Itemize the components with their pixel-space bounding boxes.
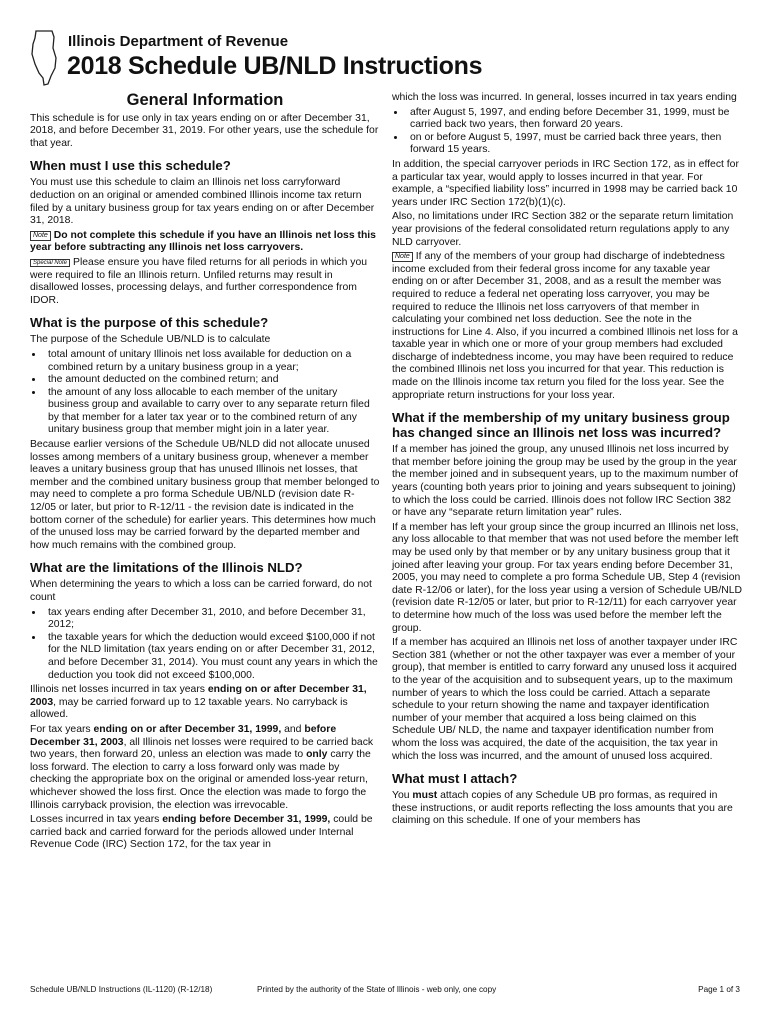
right-column bbox=[392, 92, 742, 830]
membership-heading: What if the membership of my unitary business group has changed since an Illinois net loss was incurred? bbox=[392, 410, 730, 441]
purpose-heading: What is the purpose of this schedule? bbox=[30, 315, 269, 331]
list-item: • on or before August 5, 1997, must be carried back three years, then forward 15 years. bbox=[406, 132, 742, 157]
purpose-list bbox=[30, 349, 380, 437]
limitations-intro: When determining the years to which a loss can be carried forward, do not count bbox=[30, 579, 372, 603]
when-to-use-paragraph: You must use this schedule to claim an Illinois net loss carryforward deduction on an original or amended combined Illinois income tax return filed by a unitary business group for tax years ending on or after December 31, 2018. bbox=[30, 177, 375, 227]
discharge-note-text: If any of the members of your group had discharge of indebtedness income excluded from their federal gross income for any taxable year ending on or after December 31, 2008, and as a result the member was required to reduce a federal net operating loss carryover, you may be required to reduce the Illinois net loss carryovers of that member in calculating your combined net loss deduction. See the note in the instructions for Line 4. Also, if you incurred a combined Illinois net loss for a taxable year in which one or more of your group members had excluded discharge of indebtedness income, you may have been required to reduce the combined Illinois net loss you incurred for that year. This reduction is made on the Illinois income tax return you filed for the loss year. See the appropriate return instructions for your loss year. bbox=[392, 251, 738, 401]
attach-paragraph: You must attach copies of any Schedule UB pro formas, as required in these instructions, or audit reports reflecting the loss amounts that you are claiming on this schedule. If one of your members has bbox=[392, 790, 733, 827]
when-to-use-heading: When must I use this schedule? bbox=[30, 158, 231, 174]
carryback-1999-paragraph: For tax years ending on or after December 31, 1999, and before December 31, 2003, all Illinois net losses were required to be carried back two years, then forward 20, unless an election was made to only carry the loss forward. The election to carry a loss forward only was made by checking the appropriate box on the original or amended loss-year return, whichever showed the loss first. Once the election was made to forgo the Illinois carryback provision, the election was irrevocable. bbox=[30, 723, 374, 811]
member-joined-paragraph: If a member has joined the group, any unused Illinois net loss incurred by that member before joining the group may be used by the group in the year the member joined and in subsequent years, up to the maximum number of years (counting both years prior to joining and years subsequent to joining) to which the loss could be carried. Illinois does not follow IRC Section 382 or have any “separate return limitation year” rules. bbox=[392, 444, 738, 519]
special-note-tag: Special Note bbox=[30, 259, 70, 268]
page-number: Page 1 of 3 bbox=[698, 985, 740, 994]
note-text: Do not complete this schedule if you have an Illinois net loss this year before subtracting any Illinois net loss carryovers. bbox=[30, 229, 376, 254]
note-tag: Note bbox=[392, 252, 413, 262]
agency-name: Illinois Department of Revenue bbox=[68, 33, 289, 50]
continued-paragraph: which the loss was incurred. In general, losses incurred in tax years ending bbox=[392, 92, 737, 103]
special-carryover-paragraph: In addition, the special carryover periods in IRC Section 172, as in effect for a particular tax year, would apply to losses incurred in that year. For example, a “specified liability loss” incurred in 1998 may be carried back 10 years under IRC Section 172(b)(1)(c). bbox=[392, 158, 739, 208]
form-identifier: Schedule UB/NLD Instructions (IL-1120) (R-12/18) bbox=[30, 985, 213, 994]
left-column bbox=[30, 92, 380, 854]
intro-paragraph: This schedule is for use only in tax years ending on or after December 31, 2018, and before December 31, 2019. For other years, use the schedule for that year. bbox=[30, 112, 379, 149]
attach-heading: What must I attach? bbox=[392, 771, 518, 787]
list-item: • the amount of any loss allocable to each member of the unitary business group and available to carry over to any separate return filed by that member for a later tax year or to the combined return of any unitary business group that member might join in a later year. bbox=[44, 387, 380, 437]
list-item: • the taxable years for which the deduction would exceed $100,000 if not for the NLD limitation (tax years ending on or after December 31, 2012, and before December 31, 2014). You must count any years in which the deduction you took did not exceed $100,000. bbox=[44, 632, 380, 682]
pro-forma-paragraph: Because earlier versions of the Schedule UB/NLD did not allocate unused losses among members of a unitary business group, whenever a member leaves a unitary business group that has unused Illinois net losses, that member and the combined unitary business group that member belonged to may need to complete a pro forma Schedule UB/NLD (revision date R-12/05 or later, but prior to R-12/11 - the revision date is indicated in the bottom corner of the schedule) for earlier years. This determines how much of the unused loss may be carried forward by the departed member and how much remains with the combined group. bbox=[30, 439, 380, 551]
list-item: • total amount of unitary Illinois net loss available for deduction on a combined return by a unitary business group in a year; bbox=[44, 349, 380, 374]
special-note-paragraph bbox=[30, 257, 380, 307]
member-acquired-paragraph: If a member has acquired an Illinois net loss of another taxpayer under IRC Section 381 (whether or not the other taxpayer was ever a member of your group), that member is entitled to carry forward any unused loss it acquired to the year of the acquisition and to subsequent years, up to the maximum number of years to which the loss could be carried. Attach a separate schedule to your return showing the name and taxpayer identification number of your member that acquired a loss being claimed on this Schedule UB/ NLD, the name and taxpayer identification number from whom the loss was acquired, the date of the acquisition, the tax year in which the loss was incurred, and the amount of unused loss acquired. bbox=[392, 637, 738, 762]
general-information-heading: General Information bbox=[126, 91, 284, 109]
list-item: • the amount deducted on the combined return; and bbox=[44, 374, 380, 387]
print-authority: Printed by the authority of the State of Illinois - web only, one copy bbox=[257, 985, 497, 994]
note-tag: Note bbox=[30, 231, 51, 241]
limitations-heading: What are the limitations of the Illinois NLD? bbox=[30, 560, 303, 576]
illinois-state-outline-icon bbox=[30, 28, 60, 88]
pre-1999-paragraph: Losses incurred in tax years ending before December 31, 1999, could be carried back and carried forward for the periods allowed under Internal Revenue Code (IRC) Section 172, for the tax year in bbox=[30, 814, 373, 851]
list-item: • after August 5, 1997, and ending before December 31, 1999, must be carried back two years, then forward 20 years. bbox=[406, 107, 742, 132]
member-left-paragraph: If a member has left your group since the group incurred an Illinois net loss, any loss allocable to that member that was not used before the member left may be used only by that member or by any unitary business group that it joined after leaving your group. For tax years ending before December 31, 2005, you may need to complete a pro forma Schedule UB, Step 4 (revision date R-12/06 or later), for the loss year using a version of Schedule UB/NLD (revision date R-12/05 or later, but prior to R-12/11) for each carryover year to determine how much of the loss was used before the member left the group. bbox=[392, 521, 742, 634]
list-item: • tax years ending after December 31, 2010, and before December 31, 2012; bbox=[44, 607, 380, 632]
section-382-paragraph: Also, no limitations under IRC Section 382 or the separate return limitation year provisions of the federal consolidated return regulations apply to any NLD carryover. bbox=[392, 211, 734, 248]
carry-periods-list bbox=[392, 107, 742, 157]
special-note-text: Please ensure you have filed returns for all periods in which you were required to file an Illinois return. Unfiled returns may result in disallowed losses, processing delays, and further correspondence from IDOR. bbox=[30, 256, 368, 306]
limitations-list bbox=[30, 607, 380, 683]
note-paragraph bbox=[30, 230, 380, 255]
discharge-note-paragraph bbox=[392, 251, 742, 402]
purpose-intro: The purpose of the Schedule UB/NLD is to calculate bbox=[30, 334, 271, 346]
carryforward-2003-paragraph: Illinois net losses incurred in tax years ending on or after December 31, 2003, may be carried forward up to 12 taxable years. No carryback is allowed. bbox=[30, 684, 367, 721]
page-title: 2018 Schedule UB/NLD Instructions bbox=[67, 52, 483, 80]
